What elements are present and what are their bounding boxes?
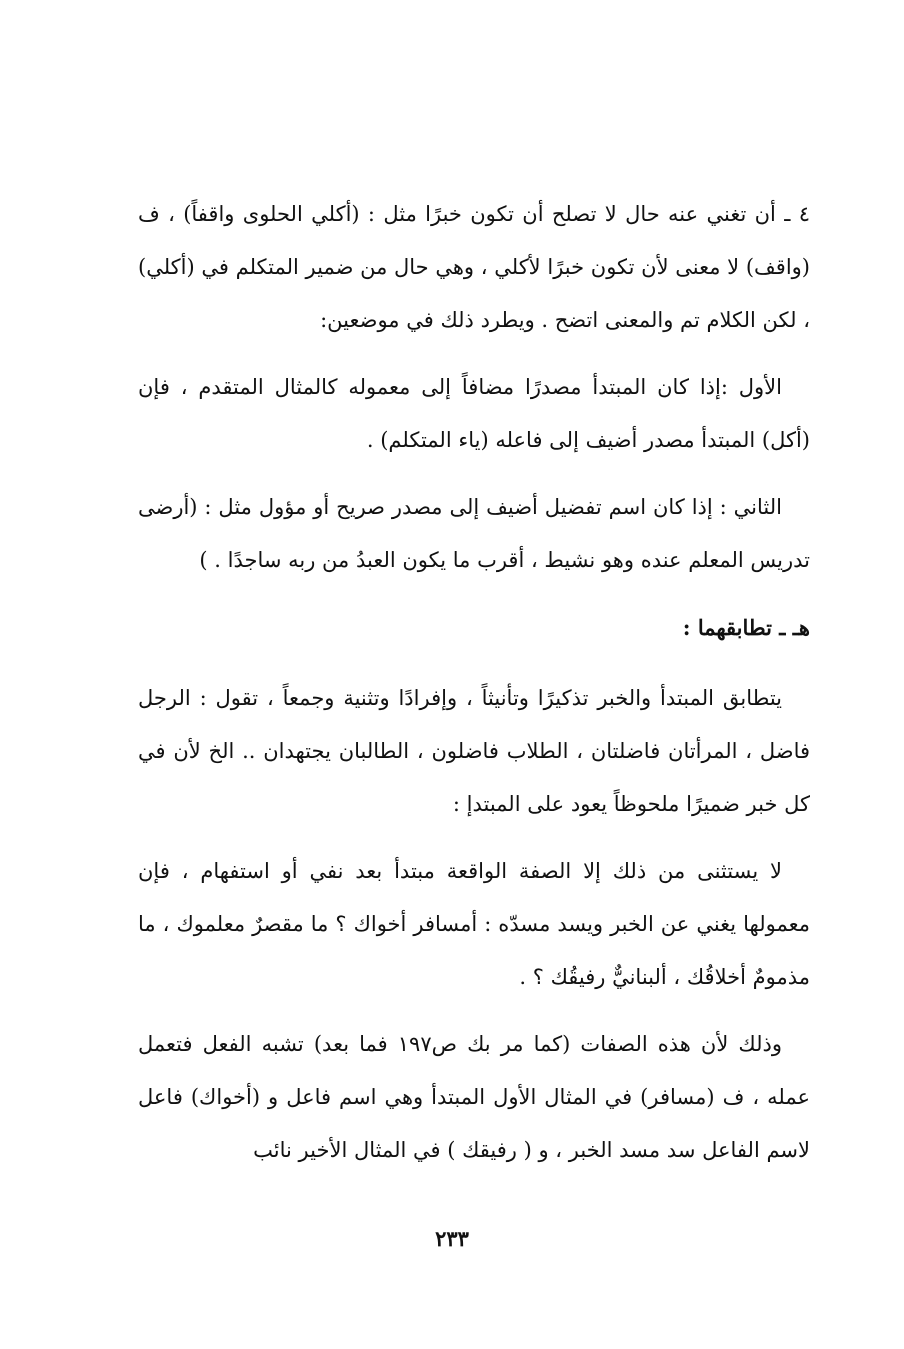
paragraph-agreement: يتطابق المبتدأ والخبر تذكيرًا وتأنيثاً ، وإفرادًا وتثنية وجمعاً ، تقول : الرجل فاضل ، المرأتان فاضلتان ، الطلاب فاضلون ، الطالبان يجتهدان .. الخ لأن في كل خبر ضميرًا ملحوظاً يعود على المبتدإ : — [138, 686, 810, 816]
paragraph-explanation: وذلك لأن هذه الصفات (كما مر بك ص١٩٧ فما بعد) تشبه الفعل فتعمل عمله ، ف (مسافر) في المثال الأول المبتدأ وهي اسم فاعل و (أخواك) فاعل لاسم الفاعل سد مسد الخبر ، و ( رفيقك ) في المثال الأخير نائب — [138, 1032, 810, 1162]
paragraph-exception: لا يستثنى من ذلك إلا الصفة الواقعة مبتدأ بعد نفي أو استفهام ، فإن معمولها يغني عن الخبر ويسد مسدّه : أمسافر أخواك ؟ ما مقصرٌ معلموك ، ما مذمومٌ أخلاقُك ، ألبنانيٌّ رفيقُك ؟ . — [138, 859, 810, 989]
paragraph-first-case: الأول :إذا كان المبتدأ مصدرًا مضافاً إلى معموله كالمثال المتقدم ، فإن (أكل) المبتدأ مصدر أضيف إلى فاعله (ياء المتكلم) . — [138, 375, 810, 452]
paragraph-condition-4: ٤ ـ أن تغني عنه حال لا تصلح أن تكون خبرًا مثل : (أكلي الحلوى واقفاً) ، ف (واقف) لا معنى لأن تكون خبرًا لأكلي ، وهي حال من ضمير المتكلم في (أكلي) ، لكن الكلام تم والمعنى اتضح . ويطرد ذلك في موضعين: — [138, 202, 810, 332]
paragraph-second-case: الثاني : إذا كان اسم تفضيل أضيف إلى مصدر صريح أو مؤول مثل : (أرضى تدريس المعلم عنده وهو نشيط ، أقرب ما يكون العبدُ من ربه ساجدًا . ) — [138, 495, 810, 572]
section-heading: هـ ـ تطابقهما : — [682, 615, 810, 640]
page-number: ٢٣٣ — [435, 1226, 469, 1251]
body-text — [138, 188, 810, 1191]
